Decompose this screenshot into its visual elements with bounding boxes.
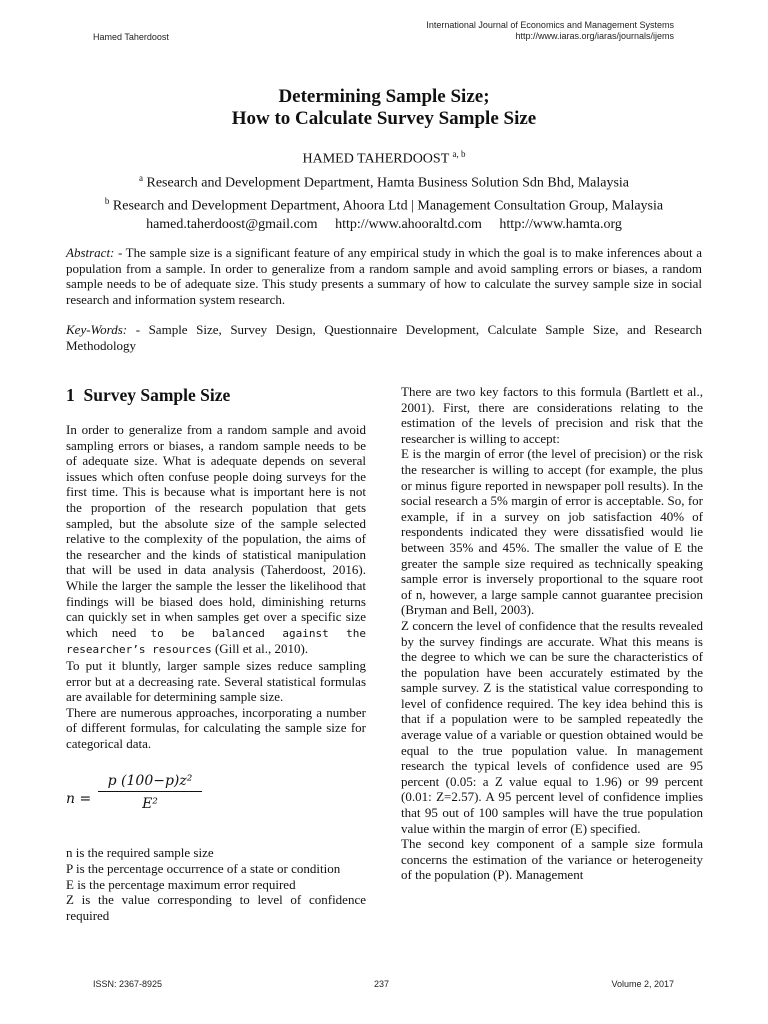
abstract-text: The sample size is a significant feature of any empirical study in which the goal is to make inferences about a population from a sample. In order to generalize from a random sample and avoid sampling errors or biases, a random sample needs to be of adequate size. This study presents a summary of how to calculate the survey sample size in social research and information system research. [66, 245, 702, 307]
left-paragraph-2: To put it bluntly, larger sample sizes reduce sampling error but at a decreasing rate. Several statistical formulas are available for determining sample size. [66, 657, 366, 705]
left-paragraph-3: There are numerous approaches, incorporating a number of different formulas, for calculating the sample size for categorical data. [66, 704, 366, 751]
left-paragraph-1b: to be balanced against the researcher’s resources [66, 626, 367, 657]
author-site-2[interactable]: http://www.hamta.org [499, 216, 622, 232]
author-name: HAMED TAHERDOOST [302, 151, 450, 167]
footer-page-number: 237 [374, 979, 390, 989]
right-paragraph-2: E is the margin of error (the level of precision) or the risk the researcher is willing to accept (for example, the plus or minus figure reported in newspaper poll results). In the social research a 5% margin of error is acceptable. So, for example, if in a survey on job satisfaction 40% of respondents indicated they were dissatisfied would lie between 35% and 45%. The smaller the value of E the greater the sample size required as technically speaking sample error is inversely proportional to the square root of n, however, a large sample cannot guarantee precision (Bryman and Bell, 2003). [401, 446, 703, 618]
journal-url: http://www.iaras.org/iaras/journals/ijems [515, 31, 674, 41]
left-column [66, 384, 366, 923]
keywords-text: - Sample Size, Survey Design, Questionnaire Development, Calculate Sample Size, and Research Methodology [66, 322, 702, 353]
title-line-2: How to Calculate Survey Sample Size [231, 108, 537, 129]
left-paragraph-1 [66, 422, 366, 658]
formula-fraction [98, 773, 202, 812]
affiliation-a-sup: a [138, 172, 143, 183]
left-paragraph-1c: (Gill et al., 2010). [214, 641, 309, 657]
footer-volume: Volume 2, 2017 [611, 979, 674, 989]
definition-e: E is the percentage maximum error required [66, 876, 296, 892]
section-heading [66, 384, 366, 406]
definition-p: P is the percentage occurrence of a state or condition [66, 861, 341, 877]
contact-line [0, 216, 768, 234]
right-paragraph-4: The second key component of a sample size formula concerns the estimation of the variance or heterogeneity of the population (P). Management [401, 836, 703, 883]
definition-n: n is the required sample size [66, 845, 214, 861]
left-paragraph-1a: In order to generalize from a random sample and avoid sampling errors or biases, a random sample needs to be of adequate size. What is adequate depends on several issues which often confuse people doing surveys for the first time. This is because what is important here is not the proportion of the research population that gets sampled, but the absolute size of the sample selected relative to the complexity of the population, the aims of the researcher and the kinds of statistical manipulation that will be used in data analysis (Taherdoost, 2016). While the larger the sample the lesser the likelihood that findings will be biased does hold, diminishing returns can quickly set in when samples get over a specific size which need [66, 422, 366, 640]
affiliation-a-text: Research and Development Department, Hamta Business Solution Sdn Bhd, Malaysia [146, 175, 630, 191]
abstract [66, 245, 702, 307]
affiliation-b [0, 192, 768, 216]
journal-name: International Journal of Economics and Management Systems [426, 20, 674, 30]
affiliation-b-sup: b [104, 196, 110, 207]
definition-z: Z is the value corresponding to level of confidence required [66, 892, 366, 923]
keywords-label: Key-Words: [66, 322, 128, 337]
paper-title [0, 86, 768, 130]
author-line [0, 145, 768, 169]
affiliation-b-text: Research and Development Department, Ahoora Ltd | Management Consultation Group, Malaysia [112, 198, 664, 214]
affiliation-a [0, 169, 768, 193]
author-site-1[interactable]: http://www.ahooraltd.com [335, 216, 482, 232]
sample-size-formula [66, 773, 366, 825]
running-head-author: Hamed Taherdoost [93, 32, 169, 42]
author-email[interactable]: hamed.taherdoost@gmail.com [146, 216, 318, 232]
right-column [401, 384, 703, 883]
running-head-journal [426, 20, 674, 42]
footer-issn: ISSN: 2367-8925 [93, 979, 163, 989]
keywords [66, 322, 702, 353]
section-title: Survey Sample Size [83, 385, 231, 405]
formula-numerator: p (100−p)z² [107, 773, 193, 790]
right-paragraph-3: Z concern the level of confidence that the results revealed by the survey findings are accurate. What this means is the degree to which we can be sure the characteristics of the population have been accurately estimated by the sample survey. Z is the statistical value corresponding to level of confidence required. The key idea behind this is that if a population were to be sampled repeatedly the average value of a variable or question obtained would be equal to the true population value. In management research the typical levels of confidence used are 95 percent (0.05: a Z value equal to 1.96) or 99 percent (0.01: Z=2.57). A 95 percent level of confidence implies that 95 out of 100 samples will have the true population value within the margin of error (E) specified. [401, 617, 703, 836]
formula-denominator: E² [142, 796, 158, 813]
title-line-1: Determining Sample Size; [278, 86, 490, 107]
section-number: 1 [66, 385, 75, 405]
author-sup: a, b [452, 149, 466, 159]
formula-lhs: n = [66, 791, 92, 808]
author-block [0, 145, 768, 234]
right-paragraph-1: There are two key factors to this formula (Bartlett et al., 2001). First, there are considerations relating to the estimation of the levels of precision and risk that the researcher is willing to accept: [401, 384, 703, 446]
abstract-label: Abstract: - [66, 245, 123, 260]
